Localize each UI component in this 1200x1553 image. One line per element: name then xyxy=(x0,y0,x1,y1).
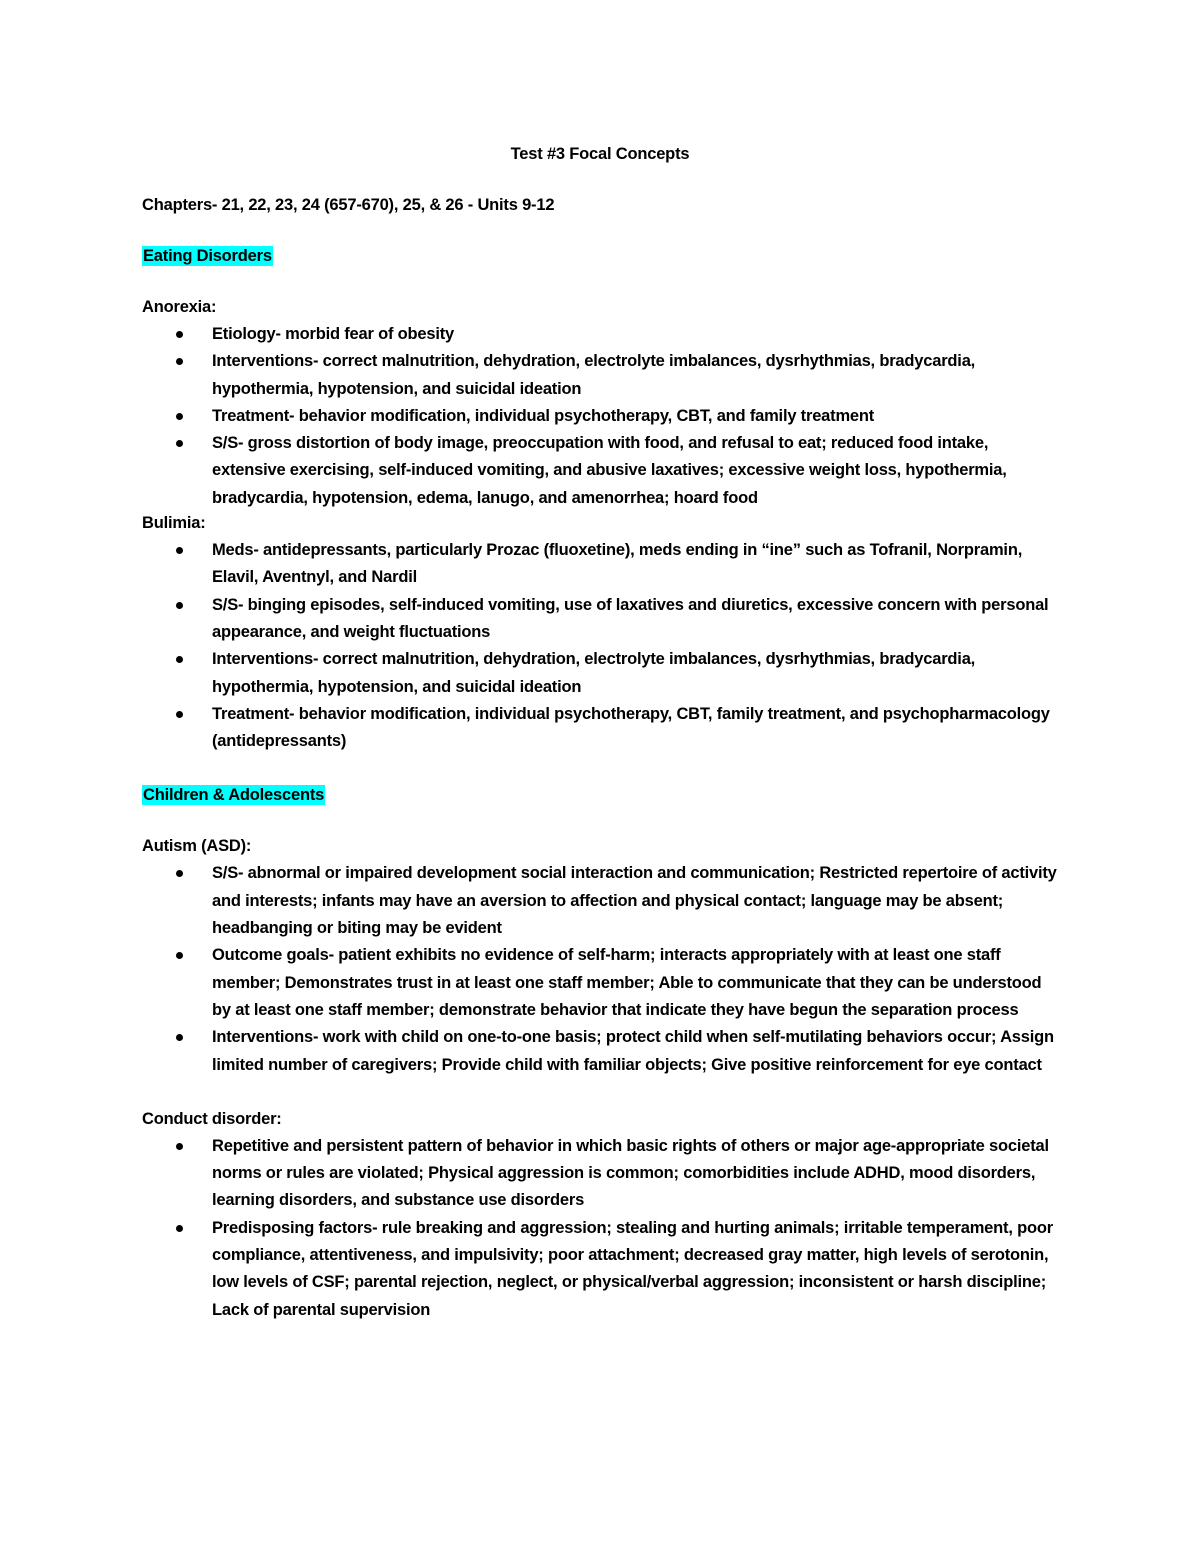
list-item-text: Predisposing factors- rule breaking and aggression; stealing and hurting animals; irritable temperament, poor compliance, attentiveness, and impulsivity; poor attachment; decreased gray matter, high levels of serotonin, low levels of CSF; parental rejection, neglect, or physical/verbal aggression; inconsistent or harsh discipline; Lack of parental supervision xyxy=(212,1218,1053,1319)
list-item xyxy=(142,1215,1062,1324)
bullet-icon xyxy=(176,711,183,718)
list-item xyxy=(142,860,1062,942)
list-item xyxy=(142,701,1062,756)
page-title: Test #3 Focal Concepts xyxy=(510,145,690,163)
bullet-list-anorexia xyxy=(142,321,1062,512)
list-item xyxy=(142,1133,1062,1215)
list-item-text: Meds- antidepressants, particularly Prozac (fluoxetine), meds ending in “ine” such as Tofranil, Norpramin, Elavil, Aventnyl, and Nardil xyxy=(212,541,1023,587)
list-item xyxy=(142,592,1062,647)
list-item xyxy=(142,430,1062,512)
list-item-text: Interventions- correct malnutrition, dehydration, electrolyte imbalances, dysrhythmias, bradycardia, hypothermia, hypotension, and suicidal ideation xyxy=(212,650,976,696)
list-item xyxy=(142,348,1062,403)
bullet-icon xyxy=(176,331,183,338)
highlighted-heading: Children & Adolescents xyxy=(143,786,325,805)
list-item-text: S/S- binging episodes, self-induced vomiting, use of laxatives and diuretics, excessive concern with personal appearance, and weight fluctuations xyxy=(212,595,1049,641)
subheading-anorexia: Anorexia: xyxy=(142,298,217,316)
list-item xyxy=(142,403,1062,430)
bullet-icon xyxy=(176,440,183,447)
bullet-icon xyxy=(176,870,183,877)
bullet-icon xyxy=(176,1034,183,1041)
section-heading-children-adolescents xyxy=(142,784,1062,806)
bullet-list-bulimia xyxy=(142,537,1062,755)
list-item-text: S/S- abnormal or impaired development social interaction and communication; Restricted repertoire of activity and interests; infants may have an aversion to affection and physical contact; language may be absent; headbanging or biting may be evident xyxy=(212,864,1057,938)
highlighted-heading: Eating Disorders xyxy=(143,247,272,265)
list-item-text: Treatment- behavior modification, individual psychotherapy, CBT, and family treatment xyxy=(212,406,875,425)
bullet-list-conduct-disorder xyxy=(142,1133,1062,1324)
bullet-icon xyxy=(176,952,183,959)
bullet-icon xyxy=(176,602,183,609)
bullet-icon xyxy=(176,358,183,365)
list-item-text: Repetitive and persistent pattern of behavior in which basic rights of others or major age-appropriate societal norms or rules are violated; Physical aggression is common; comorbidities include ADHD, mood disorders, learning disorders, and substance use disorders xyxy=(212,1136,1049,1210)
subheading-bulimia: Bulimia: xyxy=(142,514,206,533)
list-item-text: Interventions- work with child on one-to-one basis; protect child when self-mutilating behaviors occur; Assign limited number of caregivers; Provide child with familiar objects; Give positive reinforcement for eye contact xyxy=(212,1028,1054,1074)
list-item xyxy=(142,537,1062,592)
bullet-list-autism xyxy=(142,860,1062,1078)
bullet-icon xyxy=(176,656,183,663)
chapters-line: Chapters- 21, 22, 23, 24 (657-670), 25, & 26 - Units 9-12 xyxy=(142,196,555,214)
list-item xyxy=(142,321,1062,348)
bullet-icon xyxy=(176,413,183,420)
list-item-text: Interventions- correct malnutrition, dehydration, electrolyte imbalances, dysrhythmias, bradycardia, hypothermia, hypotension, and suicidal ideation xyxy=(212,352,976,398)
list-item xyxy=(142,942,1062,1024)
subheading-conduct-disorder: Conduct disorder: xyxy=(142,1109,282,1128)
list-item-text: Outcome goals- patient exhibits no evidence of self-harm; interacts appropriately with at least one staff member; Demonstrates trust in at least one staff member; Able to communicate that they can be understood by at least one staff member; demonstrate behavior that indicate they have begun the separation process xyxy=(212,946,1042,1019)
document-content xyxy=(142,143,1062,1324)
list-item xyxy=(142,646,1062,701)
bullet-icon xyxy=(176,1143,183,1150)
list-item xyxy=(142,1024,1062,1079)
list-item-text: S/S- gross distortion of body image, preoccupation with food, and refusal to eat; reduced food intake, extensive exercising, self-induced vomiting, and abusive laxatives; excessive weight loss, hypothermia, bradycardia, hypotension, edema, lanugo, and amenorrhea; hoard food xyxy=(212,434,1007,507)
list-item-text: Treatment- behavior modification, individual psychotherapy, CBT, family treatment, and psychopharmacology (antidepressants) xyxy=(212,704,1050,751)
list-item-text: Etiology- morbid fear of obesity xyxy=(212,325,455,343)
subheading-autism: Autism (ASD): xyxy=(142,837,252,856)
section-heading-eating-disorders xyxy=(142,245,1062,267)
bullet-icon xyxy=(176,1225,183,1232)
bullet-icon xyxy=(176,547,183,554)
